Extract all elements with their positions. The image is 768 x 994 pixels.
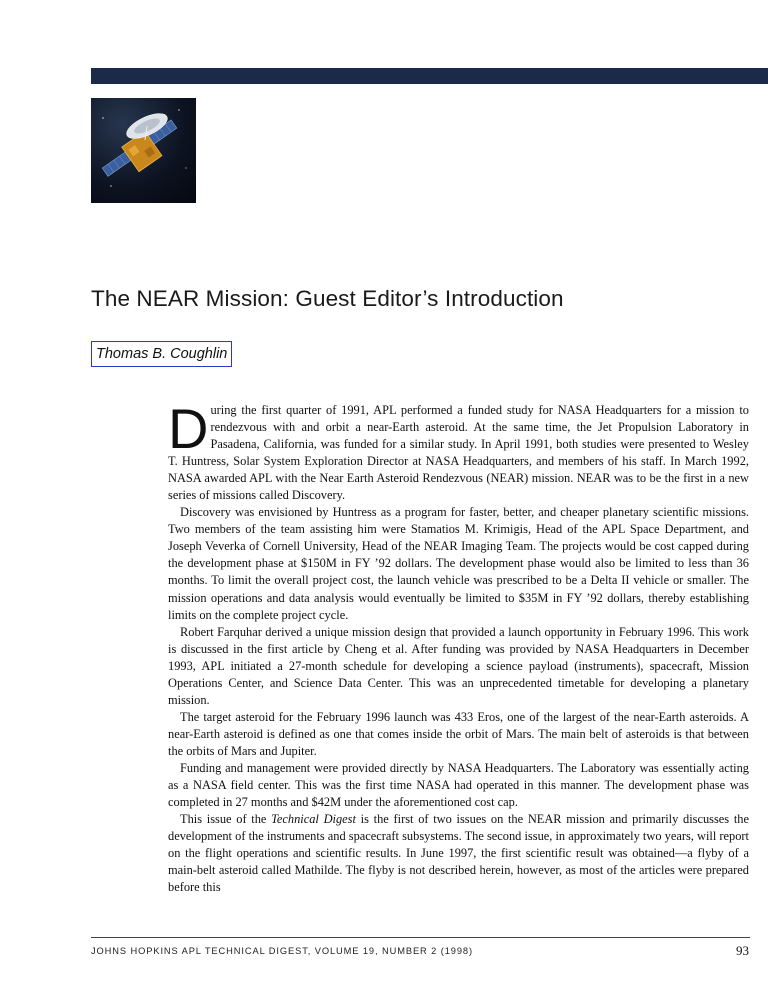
- paragraph-1-text: uring the first quarter of 1991, APL performed a funded study for NASA Headquarters for a mission to rendezvous with and orbit a near-Earth asteroid. At the same time, the Jet Propulsion Laboratory in Pasadena, California, was funded for a similar study. In April 1991, both studies were presented to Wesley T. Huntress, Solar System Exploration Director at NASA Headquarters, and members of his staff. In March 1992, NASA awarded APL with the Near Earth Asteroid Rendezvous (NEAR) mission. NEAR was to be the first in a new series of missions called Discovery.: [168, 403, 749, 503]
- article-title: The NEAR Mission: Guest Editor’s Introduction: [91, 286, 564, 311]
- paragraph-5: Funding and management were provided directly by NASA Headquarters. The Laboratory was essentially acting as a NASA field center. This was the first time NASA had operated in this manner. The development phase was completed in 27 months and $42M under the aforementioned cost cap.: [168, 760, 749, 810]
- paragraph-6-text: is the first of two issues on the NEAR mission and primarily discusses the development of the instruments and spacecraft subsystems. The second issue, in approximately two years, will report on the flight operations and scientific results. In June 1997, the first scientific result was obtained—a flyby of a main-belt asteroid called Mathilde. The flyby is not described herein, however, as most of the articles were prepared before this: [168, 812, 749, 895]
- journal-name-italic: Technical Digest: [271, 812, 356, 827]
- drop-cap: D: [168, 402, 209, 460]
- article-body: [168, 402, 749, 906]
- author-link[interactable]: Thomas B. Coughlin: [91, 341, 232, 367]
- paragraph-4: The target asteroid for the February 1996 launch was 433 Eros, one of the largest of the near-Earth asteroids. A near-Earth asteroid is defined as one that comes inside the orbit of Mars. The main belt of asteroids is that between the orbits of Mars and Jupiter.: [168, 709, 749, 758]
- paragraph-6: [168, 811, 749, 896]
- spacecraft-photo: [91, 98, 196, 203]
- page-number: 93: [736, 943, 749, 958]
- footer-journal: JOHNS HOPKINS APL TECHNICAL DIGEST, VOLUME 19, NUMBER 2 (1998): [91, 946, 473, 956]
- paragraph-1: [168, 402, 749, 504]
- spacecraft-illustration: [91, 98, 196, 203]
- paragraph-2: Discovery was envisioned by Huntress as a program for faster, better, and cheaper planetary scientific missions. Two members of the team assisting him were Stamatios M. Krimigis, Head of the APL Space Department, and Joseph Veverka of Cornell University, Head of the NEAR Imaging Team. The projects would be cost capped during the development phase at $150M in FY ’92 dollars. The development phase would also be limited to less than 36 months. To limit the overall project cost, the launch vehicle was prescribed to be a Delta II vehicle or smaller. The mission operations and data analysis would eventually be limited to $35M in FY ’92 dollars, thereby establishing limits on the complete project cycle.: [168, 505, 749, 622]
- footer-divider: [91, 937, 750, 938]
- header-bar: [91, 68, 768, 84]
- paragraph-3: Robert Farquhar derived a unique mission design that provided a launch opportunity in February 1996. This work is discussed in the first article by Cheng et al. After funding was provided by NASA Headquarters in December 1993, APL initiated a 27-month schedule for developing a science payload (instruments), spacecraft, Mission Operations Center, and Science Data Center. This was an unprecedented timetable for developing a planetary mission.: [168, 624, 749, 707]
- paragraph-6-lead: This issue of the: [180, 812, 272, 827]
